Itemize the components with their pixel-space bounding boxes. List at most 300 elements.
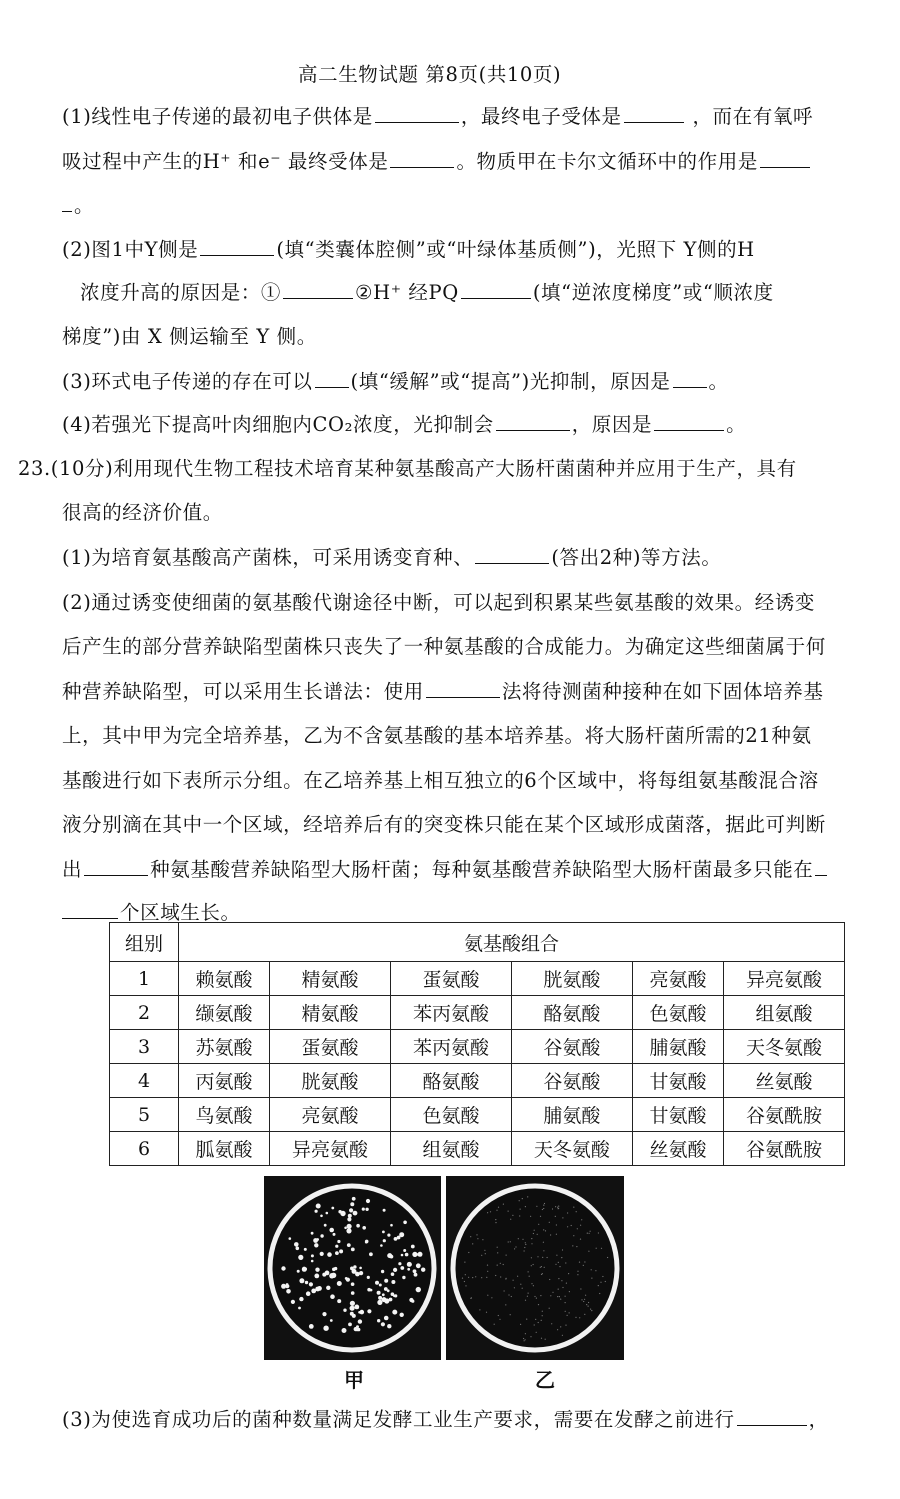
speck-dot [468, 1252, 469, 1253]
colony-dot [298, 1255, 303, 1260]
colony-dot [347, 1224, 352, 1229]
speck-dot [576, 1246, 577, 1247]
speck-dot [577, 1271, 578, 1272]
speck-dot [583, 1301, 584, 1302]
speck-dot [587, 1233, 588, 1234]
colony-dot [339, 1249, 343, 1253]
colony-dot [326, 1212, 329, 1215]
speck-dot [560, 1326, 561, 1327]
speck-dot [530, 1216, 531, 1217]
plate-yi-rim [453, 1186, 617, 1350]
speck-dot [555, 1264, 556, 1265]
speck-dot [557, 1296, 558, 1297]
speck-dot [510, 1241, 511, 1242]
colony-dot [332, 1268, 336, 1272]
colony-dot [399, 1232, 404, 1237]
q22-1-text-c: ，而在有氧呼 [685, 105, 814, 128]
q23-1-line [62, 545, 721, 571]
speck-dot [534, 1324, 535, 1325]
q22-4-a: (4)若强光下提高叶肉细胞内CO₂浓度，光抑制会 [62, 413, 494, 436]
speck-dot [565, 1262, 566, 1263]
speck-dot [579, 1262, 580, 1263]
colony-dot [377, 1319, 380, 1322]
speck-dot [497, 1247, 498, 1248]
blank [62, 900, 118, 919]
speck-dot [543, 1229, 544, 1230]
q23-2-line3 [62, 679, 823, 705]
q22-3-c: 。 [708, 370, 729, 393]
speck-dot [549, 1279, 550, 1280]
speck-dot [545, 1230, 546, 1231]
q22-1-line1 [62, 104, 813, 130]
speck-dot [511, 1296, 512, 1297]
table-cell: 亮氨酸 [270, 1098, 391, 1132]
table-cell: 丝氨酸 [632, 1132, 723, 1166]
q23-2-line2: 后产生的部分营养缺陷型菌株只丧失了一种氨基酸的合成能力。为确定这些细菌属于何 [62, 635, 826, 658]
table-cell: 脯氨酸 [632, 1030, 723, 1064]
speck-dot [498, 1315, 499, 1316]
table-cell: 色氨酸 [632, 996, 723, 1030]
table-cell: 谷氨酰胺 [724, 1132, 845, 1166]
table-cell: 胱氨酸 [270, 1064, 391, 1098]
blank [200, 237, 274, 256]
speck-dot [470, 1298, 471, 1299]
speck-dot [504, 1290, 505, 1291]
speck-dot [540, 1267, 541, 1268]
blank [62, 193, 72, 212]
speck-dot [567, 1315, 568, 1316]
speck-dot [577, 1228, 578, 1229]
speck-dot [512, 1215, 513, 1216]
table-cell: 精氨酸 [270, 996, 391, 1030]
q22-2-line2-b: ②H⁺ 经PQ [355, 281, 459, 304]
q23-3-a: (3)为使选育成功后的菌种数量满足发酵工业生产要求，需要在发酵之前进行 [62, 1408, 735, 1431]
speck-dot [552, 1208, 553, 1209]
speck-dot [523, 1338, 524, 1339]
speck-dot [534, 1230, 535, 1231]
speck-dot [576, 1211, 577, 1212]
speck-dot [560, 1299, 561, 1300]
speck-dot [503, 1204, 504, 1205]
speck-dot [495, 1222, 496, 1223]
speck-dot [476, 1234, 477, 1235]
speck-dot [580, 1239, 581, 1240]
speck-dot [487, 1271, 488, 1272]
speck-dot [569, 1312, 570, 1313]
colony-dot [387, 1234, 390, 1237]
speck-dot [544, 1203, 545, 1204]
colony-dot [382, 1293, 385, 1296]
colony-dot [346, 1228, 351, 1233]
colony-dot [383, 1209, 386, 1212]
q22-3-a: (3)环式电子传递的存在可以 [62, 370, 313, 393]
colony-dot [309, 1282, 313, 1286]
speck-dot [591, 1310, 592, 1311]
speck-dot [541, 1338, 542, 1339]
speck-dot [565, 1311, 566, 1312]
colony-dot [305, 1281, 308, 1284]
q23-2-line3-b: 法将待测菌种接种在如下固体培养基 [501, 680, 824, 703]
speck-dot [601, 1248, 602, 1249]
colony-dot [355, 1305, 359, 1309]
speck-dot [477, 1238, 478, 1239]
table-header-combo: 氨基酸组合 [179, 923, 845, 962]
blank [624, 104, 684, 123]
colony-dot [391, 1272, 395, 1276]
speck-dot [514, 1287, 515, 1288]
speck-dot [600, 1282, 601, 1283]
speck-dot [585, 1295, 586, 1296]
speck-dot [588, 1302, 589, 1303]
colony-dot [326, 1286, 330, 1290]
colony-dot [337, 1240, 340, 1243]
speck-dot [464, 1281, 465, 1282]
speck-dot [517, 1276, 518, 1277]
table-cell: 脯氨酸 [511, 1098, 632, 1132]
speck-dot [515, 1246, 516, 1247]
group-id: 2 [110, 996, 179, 1030]
speck-dot [540, 1216, 541, 1217]
speck-dot [481, 1277, 482, 1278]
speck-dot [562, 1249, 563, 1250]
colony-dot [330, 1294, 335, 1299]
colony-dot [350, 1306, 355, 1311]
q22-1-line2 [62, 149, 812, 175]
q23-1-b: (答出2种)等方法。 [551, 546, 722, 569]
colony-dot [311, 1254, 314, 1257]
speck-dot [572, 1245, 573, 1246]
colony-dot [416, 1287, 421, 1292]
table-cell: 丙氨酸 [179, 1064, 270, 1098]
colony-dot [400, 1313, 404, 1317]
speck-dot [486, 1312, 487, 1313]
colony-dot [343, 1309, 346, 1312]
speck-dot [561, 1280, 562, 1281]
table-row [110, 996, 845, 1030]
speck-dot [533, 1233, 534, 1234]
amino-acid-table [109, 922, 845, 1166]
speck-dot [524, 1340, 525, 1341]
q22-2-line1-b: (填“类囊体腔侧”或“叶绿体基质侧”)，光照下 Y侧的H [276, 238, 755, 261]
colony-dot [351, 1291, 355, 1295]
colony-dot [387, 1253, 392, 1258]
q22-4-line [62, 412, 746, 438]
colony-dot [315, 1268, 319, 1272]
speck-dot [538, 1224, 539, 1225]
speck-dot [522, 1198, 523, 1199]
colony-dot [362, 1208, 365, 1211]
table-row [110, 1132, 845, 1166]
q22-2-line2 [80, 280, 774, 306]
colony-dot [401, 1254, 404, 1257]
blank [283, 280, 353, 299]
speck-dot [525, 1300, 526, 1301]
colony-dot [389, 1298, 393, 1302]
speck-dot [537, 1256, 538, 1257]
speck-dot [580, 1288, 581, 1289]
colony-dot [335, 1251, 339, 1255]
speck-dot [567, 1226, 568, 1227]
speck-dot [562, 1217, 563, 1218]
speck-dot [534, 1296, 535, 1297]
colony-dot [299, 1278, 304, 1283]
speck-dot [542, 1257, 543, 1258]
plate-label-jia: 甲 [344, 1368, 364, 1392]
speck-dot [525, 1333, 526, 1334]
colony-dot [365, 1240, 369, 1244]
speck-dot [596, 1248, 597, 1249]
colony-dot [351, 1282, 355, 1286]
colony-dot [393, 1295, 396, 1298]
blank [461, 280, 531, 299]
colony-dot [348, 1214, 352, 1218]
speck-dot [584, 1299, 585, 1300]
q23-intro-line1: 23.(10分)利用现代生物工程技术培育某种氨基酸高产大肠杆菌菌种并应用于生产，具有 [18, 457, 797, 480]
colony-dot [407, 1268, 410, 1271]
blank [815, 857, 827, 876]
speck-dot [589, 1233, 590, 1234]
colony-dot [353, 1211, 358, 1216]
speck-dot [586, 1304, 587, 1305]
colony-dot [354, 1327, 358, 1331]
speck-dot [545, 1339, 546, 1340]
colony-dot [337, 1299, 341, 1303]
speck-dot [605, 1281, 606, 1282]
colony-dot [320, 1252, 324, 1256]
blank [475, 545, 549, 564]
colony-dot [387, 1289, 390, 1292]
colony-dot [421, 1268, 425, 1272]
table-cell: 异亮氨酸 [270, 1132, 391, 1166]
speck-dot [565, 1325, 566, 1326]
table-cell: 苯丙氨酸 [391, 996, 512, 1030]
colony-dot [331, 1273, 336, 1278]
speck-dot [536, 1206, 537, 1207]
colony-dot [403, 1249, 406, 1252]
blank [496, 412, 570, 431]
colony-dot [316, 1238, 319, 1241]
table-cell: 胍氨酸 [179, 1132, 270, 1166]
colony-dot [356, 1224, 360, 1228]
colony-dot [355, 1272, 360, 1277]
speck-dot [567, 1212, 568, 1213]
colony-dot [323, 1326, 328, 1331]
speck-dot [497, 1265, 498, 1266]
speck-dot [520, 1324, 521, 1325]
q23-1-a: (1)为培育氨基酸高产菌株，可采用诱变育种、 [62, 546, 474, 569]
q22-2-line3 [62, 324, 317, 350]
q22-3-b: (填“缓解”或“提高”)光抑制，原因是 [350, 370, 671, 393]
colony-dot [353, 1265, 356, 1268]
speck-dot [542, 1273, 543, 1274]
speck-dot [584, 1261, 585, 1262]
speck-dot [495, 1275, 496, 1276]
speck-dot [573, 1235, 574, 1236]
speck-dot [551, 1323, 552, 1324]
colony-dot [347, 1217, 351, 1221]
colony-dot [281, 1266, 285, 1270]
colony-dot [311, 1260, 314, 1263]
speck-dot [520, 1209, 521, 1210]
speck-dot [591, 1278, 592, 1279]
speck-dot [559, 1266, 560, 1267]
blank [654, 412, 724, 431]
speck-dot [584, 1314, 585, 1315]
speck-dot [503, 1264, 504, 1265]
speck-dot [531, 1265, 532, 1266]
speck-dot [588, 1306, 589, 1307]
speck-dot [508, 1211, 509, 1212]
blank [673, 369, 707, 388]
speck-dot [595, 1270, 596, 1271]
q22-2-line1-a: (2)图1中Y侧是 [62, 238, 199, 261]
speck-dot [555, 1206, 556, 1207]
blank [426, 679, 500, 698]
speck-dot [531, 1243, 532, 1244]
speck-dot [525, 1206, 526, 1207]
speck-dot [491, 1297, 492, 1298]
speck-dot [487, 1212, 488, 1213]
q23-2-line6: 液分别滴在其中一个区域，经培养后有的突变株只能在某个区域形成菌落，据此可判断 [62, 813, 826, 836]
colony-dot [296, 1247, 300, 1251]
colony-dot [329, 1228, 334, 1233]
colony-dot [350, 1312, 354, 1316]
colony-dot [384, 1279, 388, 1283]
table-cell: 甘氨酸 [632, 1064, 723, 1098]
blank [737, 1407, 807, 1426]
speck-dot [566, 1283, 567, 1284]
colony-dot [294, 1242, 299, 1247]
speck-dot [528, 1271, 529, 1272]
speck-dot [494, 1324, 495, 1325]
speck-dot [505, 1278, 506, 1279]
speck-dot [465, 1285, 466, 1286]
speck-dot [558, 1206, 559, 1207]
table-cell: 蛋氨酸 [391, 962, 512, 996]
colony-dot [345, 1277, 348, 1280]
speck-dot [538, 1304, 539, 1305]
speck-dot [573, 1207, 574, 1208]
table-cell: 谷氨酸 [511, 1030, 632, 1064]
colony-dot [314, 1274, 319, 1279]
speck-dot [542, 1209, 543, 1210]
colony-dot [289, 1237, 292, 1240]
speck-dot [602, 1276, 603, 1277]
colony-dot [402, 1276, 405, 1279]
table-cell: 甘氨酸 [632, 1098, 723, 1132]
colony-dot [348, 1323, 352, 1327]
speck-dot [531, 1257, 532, 1258]
speck-dot [561, 1257, 562, 1258]
speck-dot [506, 1255, 507, 1256]
speck-dot [475, 1276, 476, 1277]
speck-dot [526, 1319, 527, 1320]
colony-dot [378, 1296, 382, 1300]
speck-dot [525, 1244, 526, 1245]
colony-dot [349, 1208, 353, 1212]
speck-dot [583, 1265, 584, 1266]
speck-dot [484, 1250, 485, 1251]
colony-dot [315, 1210, 318, 1213]
colony-dot [409, 1263, 412, 1266]
q22-2-line1 [62, 237, 755, 263]
table-cell: 天冬氨酸 [724, 1030, 845, 1064]
table-cell: 鸟氨酸 [179, 1098, 270, 1132]
speck-dot [591, 1269, 592, 1270]
group-id: 5 [110, 1098, 179, 1132]
q22-2-line2-a: 浓度升高的原因是：① [80, 281, 282, 304]
speck-dot [499, 1319, 500, 1320]
speck-dot [538, 1322, 539, 1323]
speck-dot [498, 1207, 499, 1208]
colony-dot [365, 1208, 368, 1211]
speck-dot [519, 1215, 520, 1216]
speck-dot [543, 1205, 544, 1206]
table-cell: 酪氨酸 [391, 1064, 512, 1098]
colony-dot [358, 1319, 362, 1323]
table-cell: 亮氨酸 [632, 962, 723, 996]
speck-dot [537, 1234, 538, 1235]
speck-dot [470, 1236, 471, 1237]
colony-dot [327, 1252, 332, 1257]
speck-dot [485, 1253, 486, 1254]
colony-dot [302, 1267, 306, 1271]
speck-dot [565, 1302, 566, 1303]
speck-dot [598, 1232, 599, 1233]
group-id: 3 [110, 1030, 179, 1064]
speck-dot [544, 1267, 545, 1268]
speck-dot [550, 1234, 551, 1235]
speck-dot [547, 1257, 548, 1258]
table-cell: 苯丙氨酸 [391, 1030, 512, 1064]
speck-dot [528, 1293, 529, 1294]
speck-dot [577, 1274, 578, 1275]
colony-dot [366, 1199, 370, 1203]
table-row [110, 1064, 845, 1098]
colony-dot [297, 1270, 300, 1273]
speck-dot [513, 1280, 514, 1281]
colony-dot [377, 1291, 381, 1295]
speck-dot [472, 1277, 473, 1278]
colony-dot [382, 1231, 385, 1234]
speck-dot [527, 1296, 528, 1297]
plate-label-yi: 乙 [535, 1368, 555, 1392]
colony-dot [306, 1291, 311, 1296]
page-header: 高二生物试题 第8页(共10页) [298, 63, 562, 86]
speck-dot [536, 1332, 537, 1333]
colony-dot [350, 1301, 355, 1306]
table-cell: 丝氨酸 [724, 1064, 845, 1098]
speck-dot [562, 1335, 563, 1336]
speck-dot [550, 1295, 551, 1296]
group-id: 1 [110, 962, 179, 996]
speck-dot [510, 1219, 511, 1220]
table-cell: 组氨酸 [391, 1132, 512, 1166]
q23-3-line [62, 1407, 829, 1433]
q23-2-line7-a: 出 [62, 858, 83, 881]
q22-4-b: ，原因是 [571, 413, 653, 436]
colony-dot [367, 1276, 370, 1279]
speck-dot [559, 1296, 560, 1297]
speck-dot [575, 1317, 576, 1318]
q22-2-line3-a: 梯度”)由 X 侧运输至 Y 侧。 [62, 325, 317, 348]
colony-dot [412, 1252, 417, 1257]
blank [315, 369, 349, 388]
q23-2-line3-a: 种营养缺陷型，可以采用生长谱法：使用 [62, 680, 424, 703]
speck-dot [514, 1248, 515, 1249]
speck-dot [541, 1320, 542, 1321]
colony-dot [358, 1311, 361, 1314]
